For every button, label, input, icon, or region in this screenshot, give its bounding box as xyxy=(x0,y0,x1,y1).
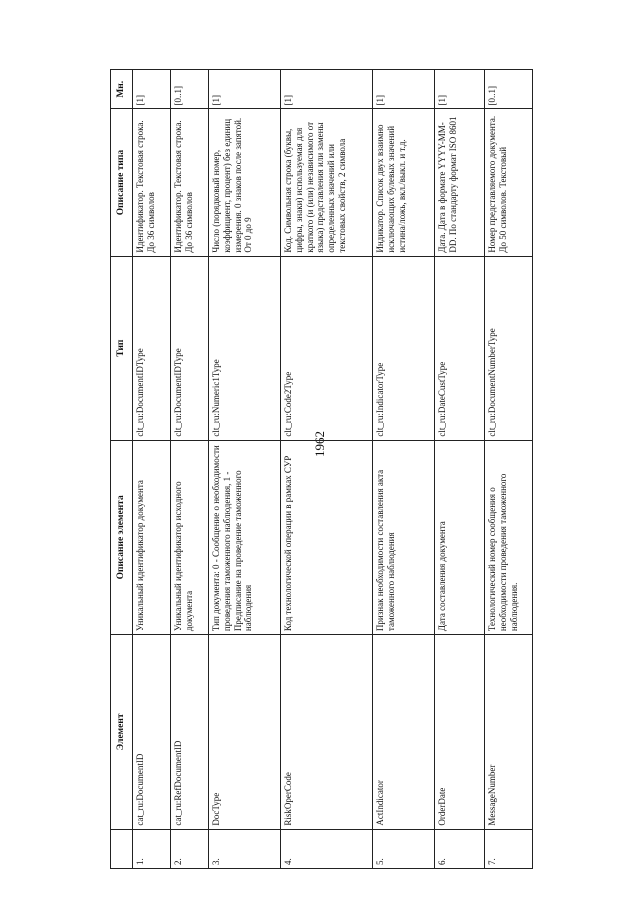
row-description: Уникальный идентификатор исходного документа xyxy=(171,440,209,634)
table-row xyxy=(373,70,435,869)
header-type-description: Описание типа xyxy=(111,109,133,256)
row-type-description: Дата. Дата в формате YYYY-MM-DD. По стандарту формат ISO 8601 xyxy=(435,109,485,256)
table-row xyxy=(435,70,485,869)
row-type-description: Число (порядковый номер, коэффициент, процент) без единиц измерения. 0 знаков после запятой. От 0 до 9 xyxy=(209,109,281,256)
header-type: Тип xyxy=(111,256,133,440)
row-type: clt_ru:DateCustType xyxy=(435,256,485,440)
row-element: DocType xyxy=(209,635,281,829)
row-description: Уникальный идентификатор документа xyxy=(133,440,171,634)
row-number: 4. xyxy=(281,829,373,868)
row-number: 6. xyxy=(435,829,485,868)
row-type: clt_ru:DocumentNumberType xyxy=(485,256,533,440)
row-type-description: Код. Символьная строка (буквы, цифры, знаки) используемая для краткого (и (или) независимого от языка) представления или замены определенных значений или текстовых свойств, 2 символа xyxy=(281,109,373,256)
row-type: clt_ru:Code2Type xyxy=(281,256,373,440)
row-multiplicity: [0..1] xyxy=(485,70,533,109)
row-element: OrderDate xyxy=(435,635,485,829)
table-container xyxy=(110,69,520,869)
row-type-description: Идентификатор. Текстовая строка. До 36 символов xyxy=(133,109,171,256)
row-element: MessageNumber xyxy=(485,635,533,829)
row-number: 2. xyxy=(171,829,209,868)
row-multiplicity: [1] xyxy=(373,70,435,109)
header-multiplicity: Мн. xyxy=(111,70,133,109)
table-row xyxy=(209,70,281,869)
element-table xyxy=(110,69,533,869)
row-description: Дата составления документа xyxy=(435,440,485,634)
row-element: RiskOperCode xyxy=(281,635,373,829)
row-element: ActIndicator xyxy=(373,635,435,829)
table-row xyxy=(133,70,171,869)
table-row xyxy=(281,70,373,869)
row-multiplicity: [1] xyxy=(133,70,171,109)
row-element: cat_ru:DocumentID xyxy=(133,635,171,829)
row-type: clt_ru:DocumentIDType xyxy=(171,256,209,440)
header-number xyxy=(111,829,133,868)
table-row xyxy=(171,70,209,869)
row-multiplicity: [0..1] xyxy=(171,70,209,109)
row-description: Код технологической операции в рамках СУР xyxy=(281,440,373,634)
table-header-row xyxy=(111,70,133,869)
header-element: Элемент xyxy=(111,635,133,829)
row-description: Признак необходимости составления акта таможенного наблюдения xyxy=(373,440,435,634)
page-number: 1962 xyxy=(312,431,327,457)
row-multiplicity: [1] xyxy=(209,70,281,109)
row-description: Технологический номер сообщения о необходимости проведения таможенного наблюдения. xyxy=(485,440,533,634)
header-element-description: Описание элемента xyxy=(111,440,133,634)
row-element: cat_ru:RefDocumentID xyxy=(171,635,209,829)
row-type: clt_ru:Numeric1Type xyxy=(209,256,281,440)
row-multiplicity: [1] xyxy=(281,70,373,109)
row-number: 3. xyxy=(209,829,281,868)
row-type-description: Номер представляемого документа. До 50 символов. Текстовый xyxy=(485,109,533,256)
row-number: 7. xyxy=(485,829,533,868)
row-type: clt_ru:IndicatorType xyxy=(373,256,435,440)
row-number: 5. xyxy=(373,829,435,868)
row-type-description: Индикатор. Список двух взаимно исключающих булевых значений истина/ложь, вкл./выкл. и т.д. xyxy=(373,109,435,256)
row-type: clt_ru:DocumentIDType xyxy=(133,256,171,440)
row-type-description: Идентификатор. Текстовая строка. До 36 символов xyxy=(171,109,209,256)
row-description: Тип документа: 0 - Сообщение о необходимости проведения таможенного наблюдения, 1 - Предписание на проведение таможенного наблюдения xyxy=(209,440,281,634)
row-number: 1. xyxy=(133,829,171,868)
row-multiplicity: [1] xyxy=(435,70,485,109)
table-row xyxy=(485,70,533,869)
